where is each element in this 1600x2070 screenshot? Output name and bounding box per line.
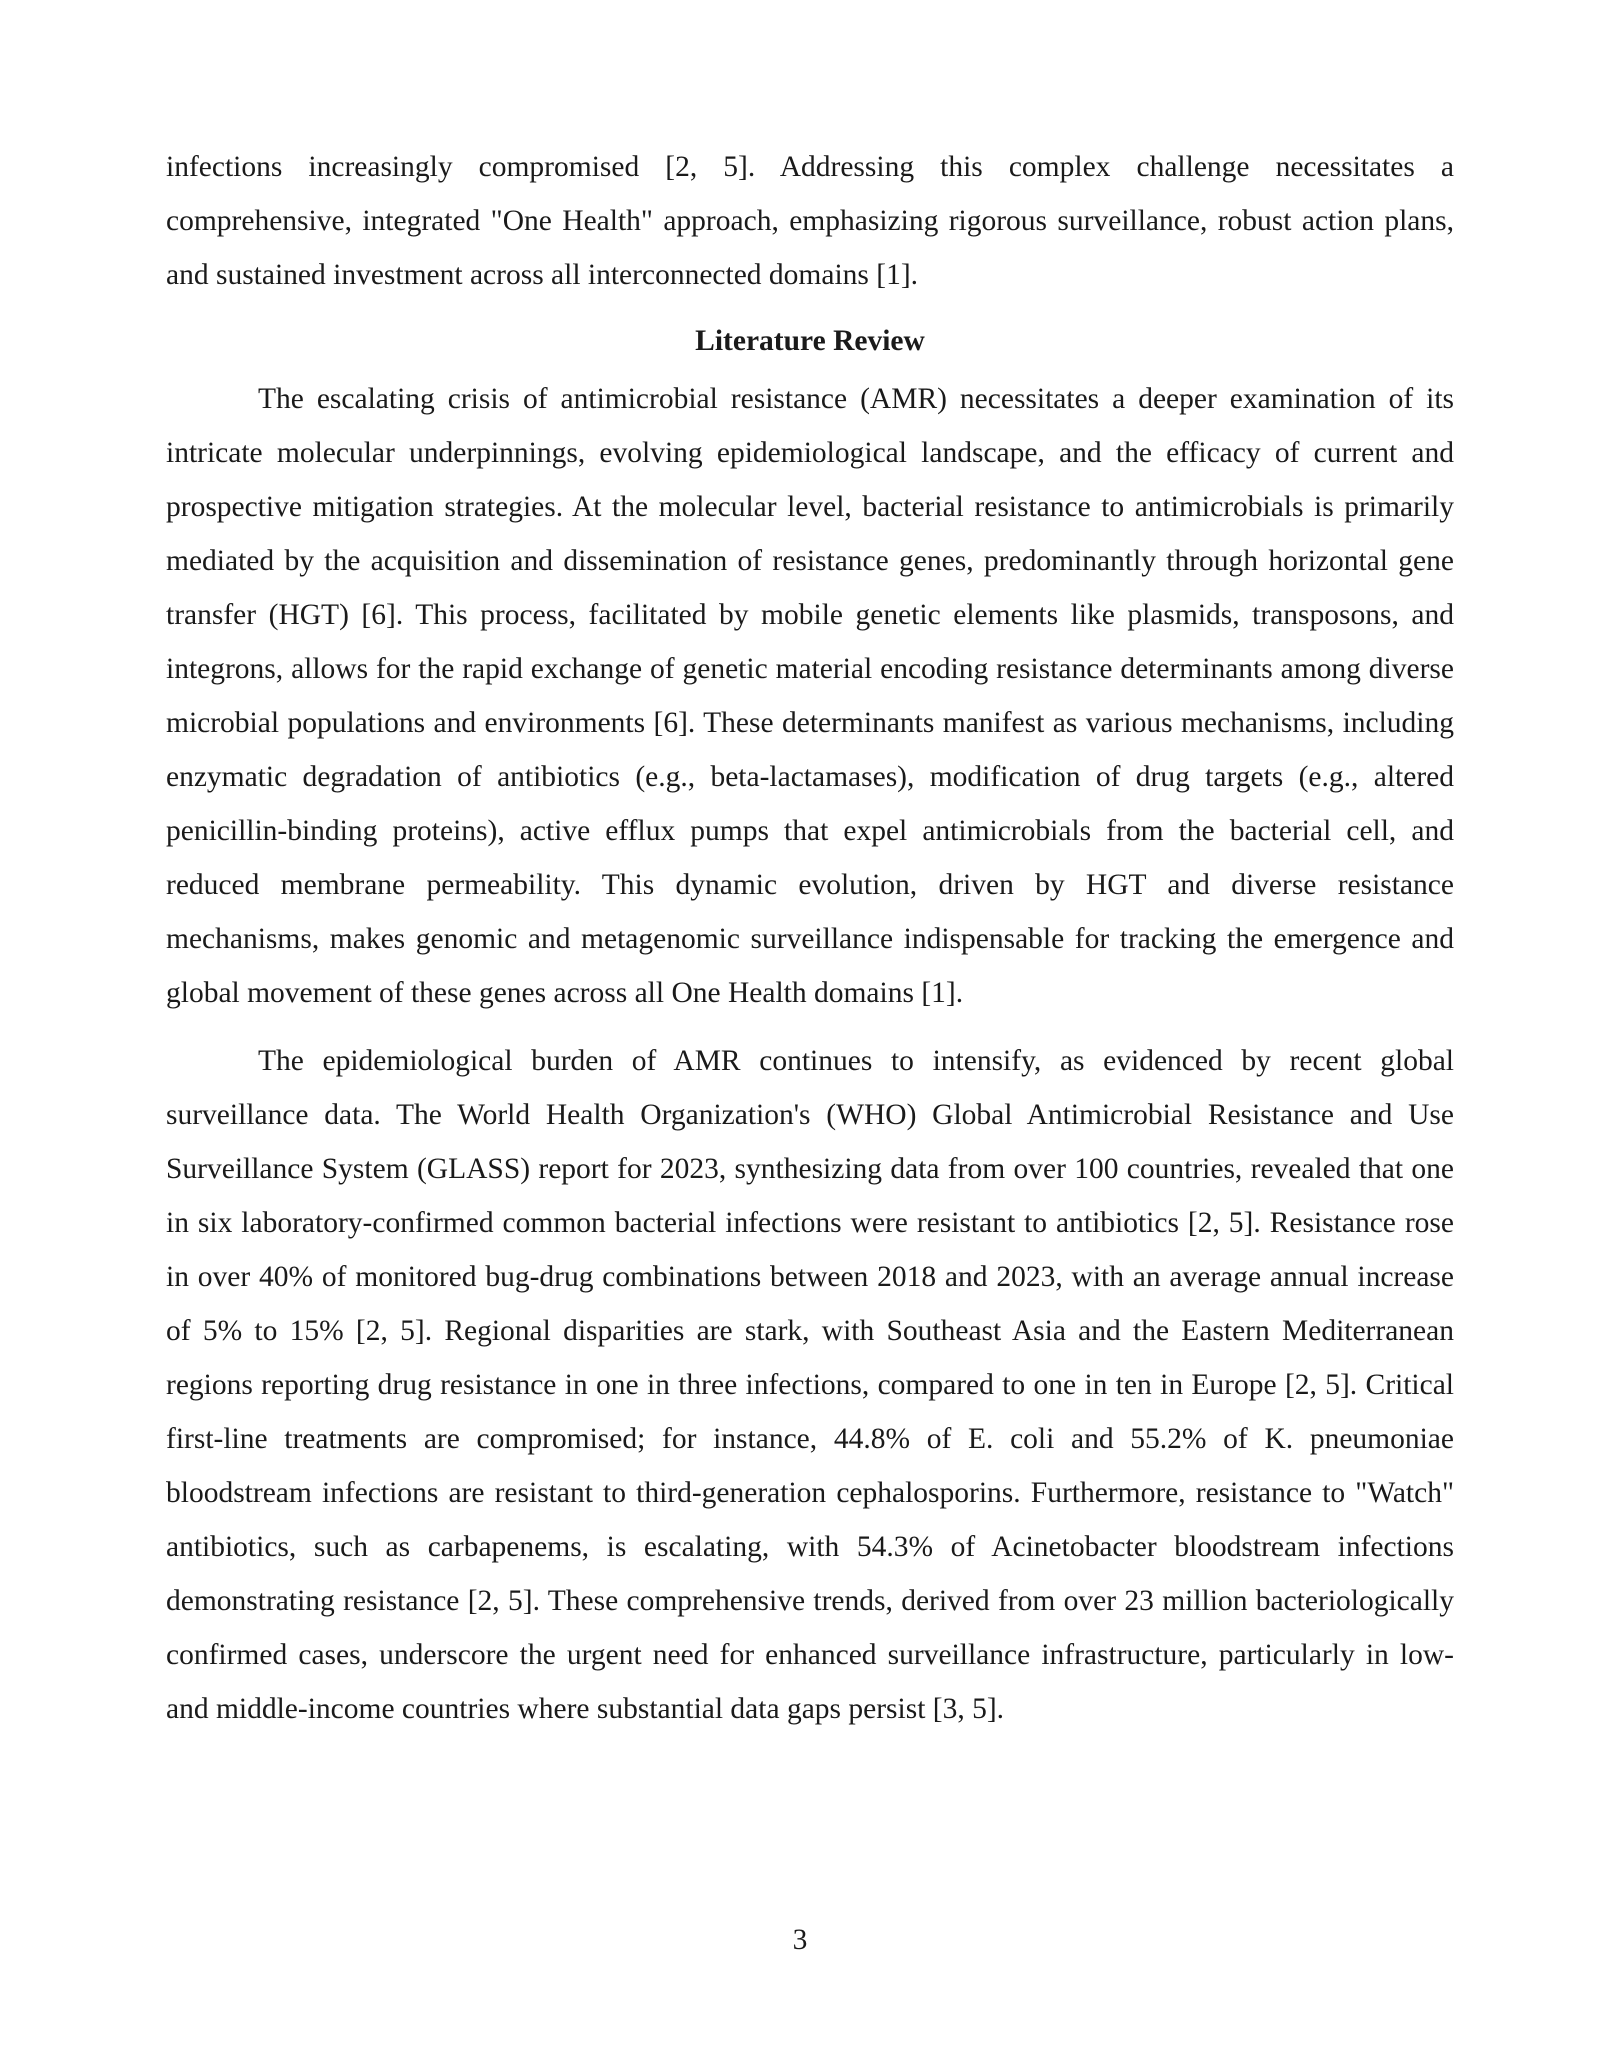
- paragraph-continuation: infections increasingly compromised [2, 5]. Addressing this complex challenge necessitates a comprehensive, integrated "One Health" approach, emphasizing rigorous surveillance, robust action plans, and sustained investment across all interconnected domains [1].: [166, 151, 1454, 291]
- paragraph-molecular: The escalating crisis of antimicrobial resistance (AMR) necessitates a deeper examination of its intricate molecular underpinnings, evolving epidemiological landscape, and the efficacy of current and prospective mitigation strategies. At the molecular level, bacterial resistance to antimicrobials is primarily mediated by the acquisition and dissemination of resistance genes, predominantly through horizontal gene transfer (HGT) [6]. This process, facilitated by mobile genetic elements like plasmids, transposons, and integrons, allows for the rapid exchange of genetic material encoding resistance determinants among diverse microbial populations and environments [6]. These determinants manifest as various mechanisms, including enzymatic degradation of antibiotics (e.g., beta-lactamases), modification of drug targets (e.g., altered penicillin-binding proteins), active efflux pumps that expel antimicrobials from the bacterial cell, and reduced membrane permeability. This dynamic evolution, driven by HGT and diverse resistance mechanisms, makes genomic and metagenomic surveillance indispensable for tracking the emergence and global movement of these genes across all One Health domains [1].: [166, 383, 1454, 1009]
- paragraph-gap: [166, 1020, 1454, 1034]
- page-number: 3: [792, 1924, 808, 1956]
- body-text: [166, 140, 1454, 1736]
- section-heading: Literature Review: [695, 325, 925, 357]
- paragraph-epidemiology: The epidemiological burden of AMR continues to intensify, as evidenced by recent global surveillance data. The World Health Organization's (WHO) Global Antimicrobial Resistance and Use Surveillance System (GLASS) report for 2023, synthesizing data from over 100 countries, revealed that one in six laboratory-confirmed common bacterial infections were resistant to antibiotics [2, 5]. Resistance rose in over 40% of monitored bug-drug combinations between 2018 and 2023, with an average annual increase of 5% to 15% [2, 5]. Regional disparities are stark, with Southeast Asia and the Eastern Mediterranean regions reporting drug resistance in one in three infections, compared to one in ten in Europe [2, 5]. Critical first-line treatments are compromised; for instance, 44.8% of E. coli and 55.2% of K. pneumoniae bloodstream infections are resistant to third-generation cephalosporins. Furthermore, resistance to "Watch" antibiotics, such as carbapenems, is escalating, with 54.3% of Acinetobacter bloodstream infections demonstrating resistance [2, 5]. These comprehensive trends, derived from over 23 million bacteriologically confirmed cases, underscore the urgent need for enhanced surveillance infrastructure, particularly in low- and middle-income countries where substantial data gaps persist [3, 5].: [166, 1045, 1454, 1725]
